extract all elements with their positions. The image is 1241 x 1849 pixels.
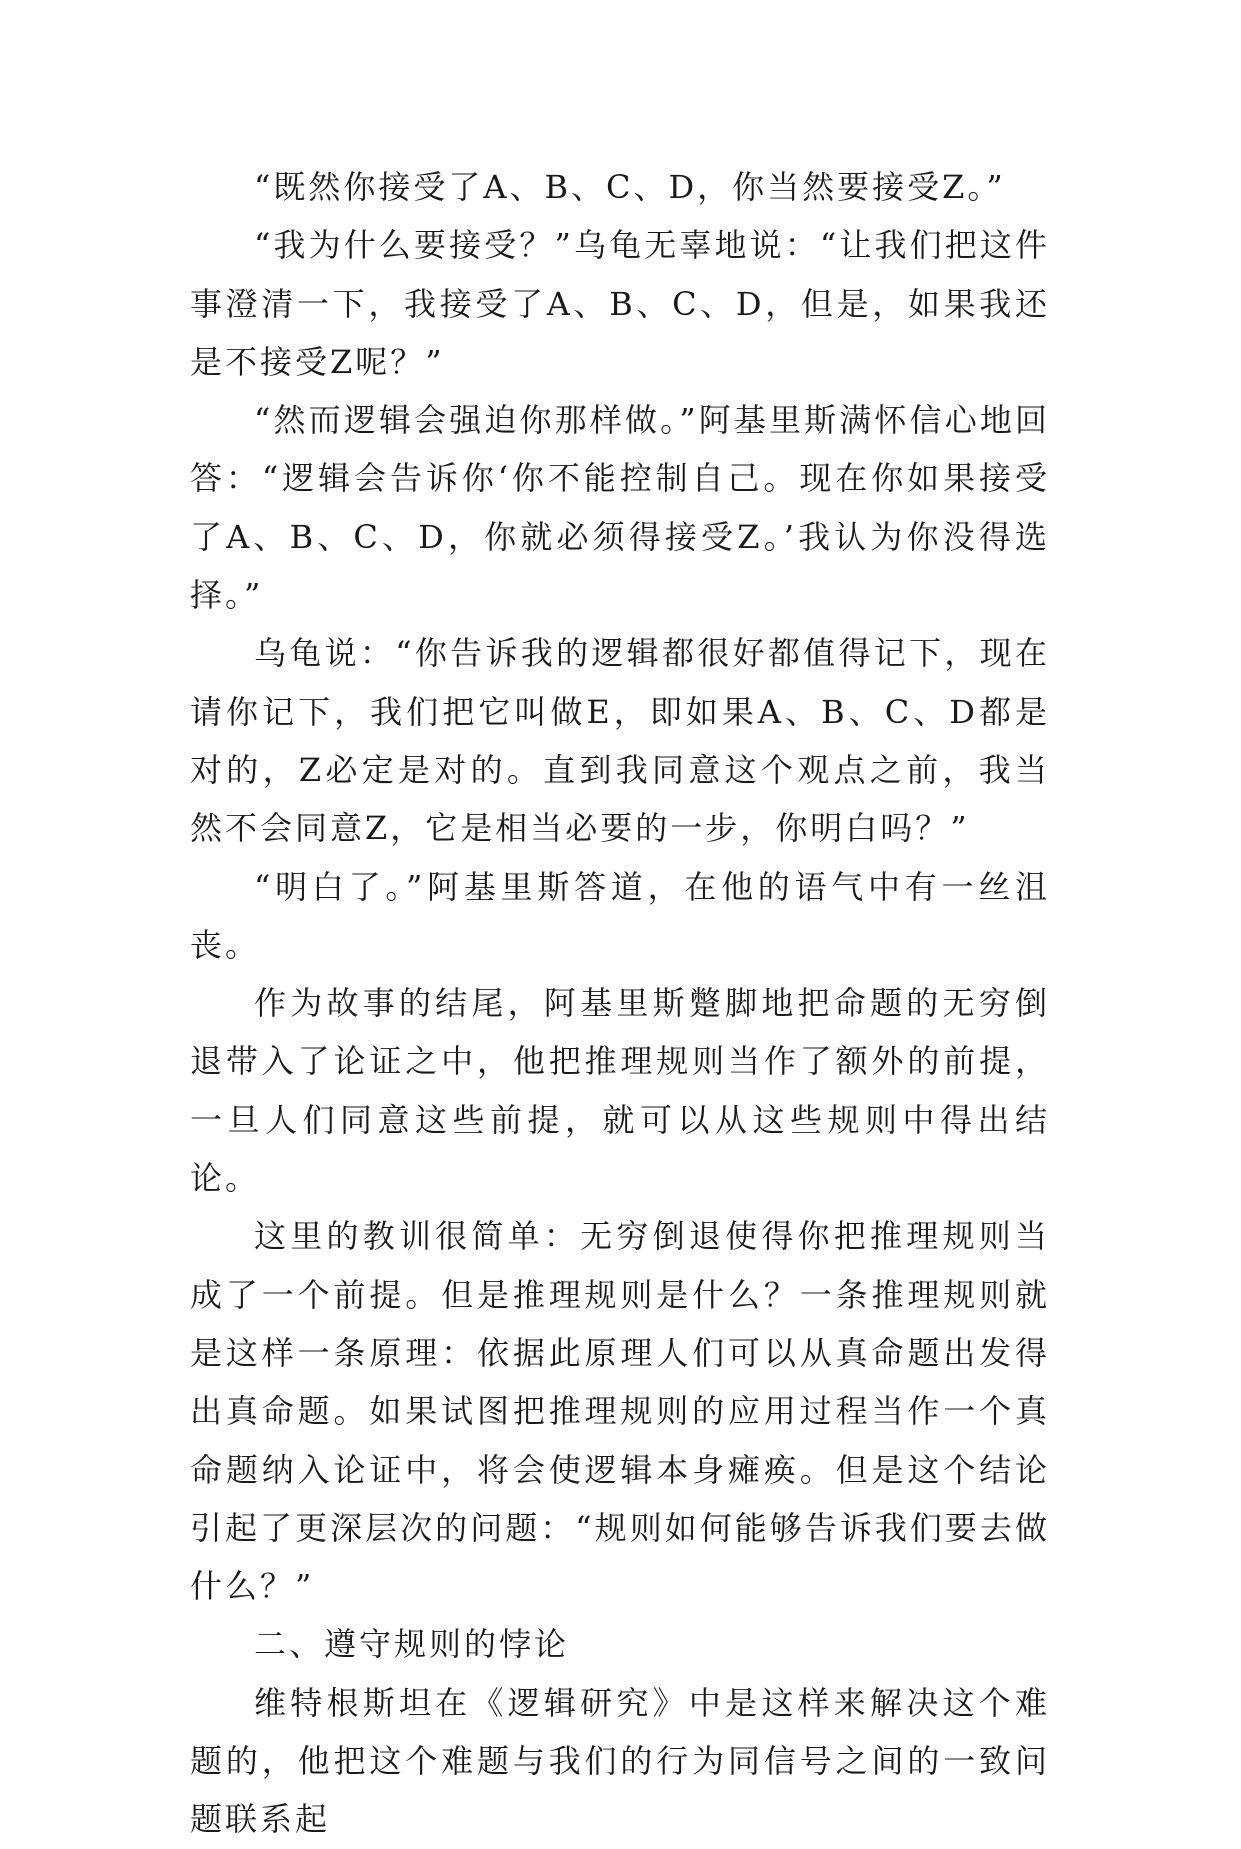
paragraph: “然而逻辑会强迫你那样做。”阿基里斯满怀信心地回答：“逻辑会告诉你‘你不能控制自己。现在你如果接受了A、B、C、D，你就必须得接受Z。’我认为你没得选择。” (190, 401, 1050, 615)
paragraph: “既然你接受了A、B、C、D，你当然要接受Z。” (254, 168, 1006, 206)
paragraph: 维特根斯坦在《逻辑研究》中是这样来解决这个难题的，他把这个难题与我们的行为同信号之间的一致问题联系起 (190, 1683, 1050, 1839)
paragraph: “明白了。”阿基里斯答道，在他的语气中有一丝沮丧。 (190, 867, 1050, 964)
paragraph: 作为故事的结尾，阿基里斯蹩脚地把命题的无穷倒退带入了论证之中，他把推理规则当作了额外的前提，一旦人们同意这些前提，就可以从这些规则中得出结论。 (190, 984, 1050, 1198)
paragraph: “我为什么要接受？”乌龟无辜地说：“让我们把这件事澄清一下，我接受了A、B、C、D，但是，如果我还是不接受Z呢？” (190, 226, 1050, 381)
section-heading: 二、遵守规则的悖论 (254, 1625, 570, 1664)
paragraph: 乌龟说：“你告诉我的逻辑都很好都值得记下，现在请你记下，我们把它叫做E，即如果A、B、C、D都是对的，Z必定是对的。直到我同意这个观点之前，我当然不会同意Z，它是相当必要的一步，你明白吗？” (190, 634, 1050, 848)
paragraph: 这里的教训很简单：无穷倒退使得你把推理规则当成了一个前提。但是推理规则是什么？一条推理规则就是这样一条原理：依据此原理人们可以从真命题出发得出真命题。如果试图把推理规则的应用过程当作一个真命题纳入论证中，将会使逻辑本身瘫痪。但是这个结论引起了更深层次的问题：“规则如何能够告诉我们要去做什么？” (190, 1217, 1050, 1606)
document-body (190, 158, 1050, 1849)
